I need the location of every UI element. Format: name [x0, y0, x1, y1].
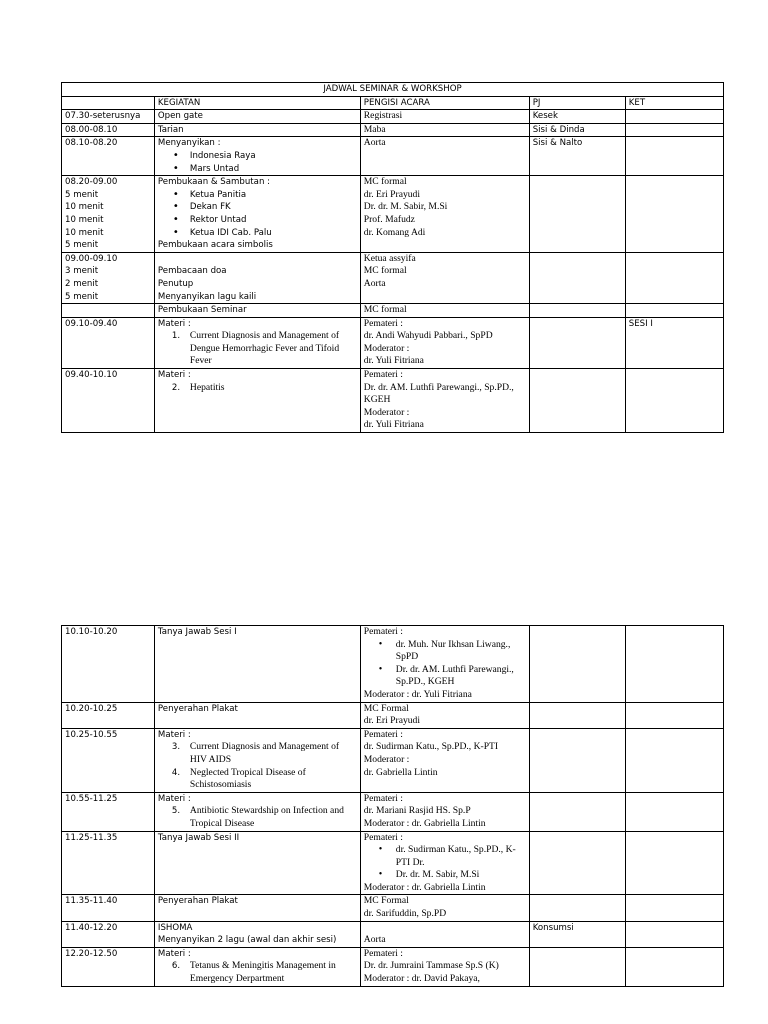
pengisi-text — [364, 922, 526, 935]
pengisi-acara-cell — [360, 728, 529, 792]
time-text: 11.25-11.35 — [65, 832, 118, 843]
pengisi-acara-cell — [360, 895, 529, 921]
time-text: 10.55-11.25 — [65, 793, 118, 804]
schedule-row — [62, 252, 724, 303]
topic-title: Hepatitis — [189, 381, 225, 393]
activity-cell — [154, 921, 360, 947]
pengisi-text: dr. Yuli Fitriana — [363, 419, 424, 431]
pengisi-acara-cell — [360, 176, 529, 253]
pengisi-text: Moderator : dr. David Pakaya, — [363, 973, 480, 985]
pengisi-text: Pemateri : — [363, 369, 403, 381]
time-text: 08.10-08.20 — [65, 138, 118, 149]
speaker-item: • dr. Muh. Nur Ikhsan Liwang., SpPD — [396, 639, 526, 664]
topic-number: 5. — [171, 806, 181, 817]
pengisi-text: dr. Mariani Rasjid HS. Sp.P — [363, 805, 471, 817]
topic-item — [171, 805, 357, 830]
activity-numbered-list — [158, 805, 357, 830]
activity-cell — [154, 317, 360, 368]
pengisi-text: dr. Yuli Fitriana — [363, 355, 424, 367]
activity-cell — [154, 369, 360, 433]
title-row — [62, 83, 724, 97]
pj-text: Sisi & Dinda — [532, 124, 585, 135]
pengisi-acara-cell — [360, 626, 529, 703]
pengisi-text: Moderator : — [363, 406, 410, 418]
time-text: 2 menit — [65, 278, 99, 289]
schedule-row — [62, 792, 724, 831]
time-text: 5 menit — [65, 291, 99, 302]
activity-cell — [154, 947, 360, 986]
activity-cell — [154, 304, 360, 318]
time-text: 09.10-09.40 — [65, 318, 118, 329]
activity-cell — [154, 895, 360, 921]
time-cell — [62, 895, 155, 921]
schedule-row — [62, 110, 724, 124]
ket-cell — [625, 921, 723, 947]
activity-cell — [154, 626, 360, 703]
pengisi-acara-cell — [360, 792, 529, 831]
schedule-body-1 — [62, 83, 724, 433]
time-text: 10.25-10.55 — [65, 729, 118, 740]
activity-cell — [154, 110, 360, 124]
pj-text: Sisi & Nalto — [532, 138, 583, 149]
pengisi-text: Moderator : — [363, 753, 410, 765]
pj-cell — [529, 728, 625, 792]
pengisi-acara-cell — [360, 317, 529, 368]
pj-cell — [529, 110, 625, 124]
schedule-row — [62, 317, 724, 368]
pengisi-text: Moderator : dr. Gabriella Lintin — [363, 817, 486, 829]
topic-number: 4. — [171, 767, 181, 778]
time-cell — [62, 831, 155, 895]
pengisi-text: Pemateri : — [363, 792, 403, 804]
header-pj: PJ — [529, 96, 625, 110]
time-cell — [62, 728, 155, 792]
pengisi-heading: Pemateri : — [363, 626, 403, 637]
activity-bullet-list — [158, 189, 357, 239]
time-text: 11.40-12.20 — [65, 922, 118, 933]
pj-cell — [529, 947, 625, 986]
header-kegiatan: KEGIATAN — [154, 96, 360, 110]
pj-cell — [529, 921, 625, 947]
activity-cell — [154, 831, 360, 895]
pj-cell — [529, 369, 625, 433]
schedule-row — [62, 702, 724, 728]
activity-text: Tanya Jawab Sesi I — [157, 627, 237, 637]
activity-heading: Materi : — [157, 948, 191, 959]
topic-item — [171, 960, 357, 985]
activity-heading: Materi : — [157, 793, 191, 804]
schedule-row — [62, 626, 724, 703]
topic-title: Current Diagnosis and Management of Dengue Hemorrhagic Fever and Tifoid Fever — [189, 330, 340, 367]
pengisi-text: Moderator : — [363, 342, 410, 354]
activity-text: ISHOMA — [157, 922, 193, 933]
activity-heading: Materi : — [157, 370, 191, 381]
pengisi-acara-cell — [360, 252, 529, 303]
page-title: JADWAL SEMINAR & WORKSHOP — [62, 83, 724, 97]
pengisi-acara-cell — [360, 831, 529, 895]
ket-cell — [625, 252, 723, 303]
ket-cell — [625, 831, 723, 895]
pengisi-text: Aorta — [363, 137, 386, 149]
activity-text: Penyerahan Plakat — [157, 896, 238, 907]
speaker-bullet-list — [364, 639, 526, 689]
pengisi-acara-cell — [360, 947, 529, 986]
activity-heading: Materi : — [157, 729, 191, 740]
pj-cell — [529, 626, 625, 703]
pengisi-acara-cell — [360, 304, 529, 318]
pengisi-text: Pemateri : — [363, 728, 403, 740]
pengisi-text: dr. Eri Prayudi — [363, 188, 421, 200]
time-text: 09.40-10.10 — [65, 370, 118, 381]
activity-text: Tarian — [157, 124, 184, 135]
time-cell — [62, 947, 155, 986]
time-text: 5 menit — [65, 240, 99, 251]
time-text: 10 menit — [65, 214, 104, 225]
pengisi-text: dr. Sarifuddin, Sp.PD — [363, 908, 447, 920]
time-text: 08.00-08.10 — [65, 124, 118, 135]
time-cell — [62, 304, 155, 318]
header-ket: KET — [625, 96, 723, 110]
schedule-row — [62, 831, 724, 895]
pj-cell — [529, 176, 625, 253]
schedule-row — [62, 304, 724, 318]
time-text: 10.20-10.25 — [65, 703, 118, 714]
activity-bullet-list — [158, 150, 357, 175]
activity-cell — [154, 252, 360, 303]
activity-bullet-item: • Ketua Panitia — [190, 189, 357, 202]
speaker-bullet-list — [364, 844, 526, 882]
activity-bullet-item: • Ketua IDI Cab. Palu — [190, 227, 357, 240]
pj-cell — [529, 304, 625, 318]
time-text: 10.10-10.20 — [65, 627, 118, 637]
time-text: 5 menit — [65, 189, 99, 200]
pengisi-acara-cell — [360, 702, 529, 728]
time-text: 12.20-12.50 — [65, 948, 118, 959]
activity-numbered-list — [158, 330, 357, 368]
schedule-row — [62, 137, 724, 176]
ket-cell — [625, 947, 723, 986]
time-text: 10 menit — [65, 202, 104, 213]
schedule-row — [62, 176, 724, 253]
pengisi-text: Pemateri : — [363, 947, 403, 959]
ket-cell — [625, 304, 723, 318]
activity-numbered-list — [158, 960, 357, 985]
pengisi-text: Aorta — [363, 934, 386, 946]
time-cell — [62, 317, 155, 368]
schedule-row — [62, 123, 724, 137]
topic-title: Neglected Tropical Disease of Schistosomiasis — [189, 766, 306, 791]
time-text: 3 menit — [65, 266, 99, 277]
activity-text: Pembukaan Seminar — [157, 305, 247, 316]
activity-text: Penyerahan Plakat — [157, 703, 238, 714]
ket-cell — [625, 317, 723, 368]
time-text: 11.35-11.40 — [65, 896, 118, 907]
speaker-item: • Dr. dr. AM. Luthfi Parewangi., Sp.PD., KGEH — [396, 664, 526, 689]
time-cell — [62, 137, 155, 176]
pj-cell — [529, 252, 625, 303]
ket-text: SESI I — [628, 318, 653, 329]
activity-heading: Materi : — [157, 318, 191, 329]
schedule-row — [62, 728, 724, 792]
schedule-row — [62, 895, 724, 921]
moderator-text: Moderator : dr. Yuli Fitriana — [363, 688, 472, 700]
ket-cell — [625, 123, 723, 137]
activity-heading: Menyanyikan : — [157, 138, 221, 149]
ket-cell — [625, 792, 723, 831]
topic-item — [171, 330, 357, 368]
activity-text — [158, 253, 357, 266]
pengisi-text: dr. Sudirman Katu., Sp.PD., K-PTI — [363, 741, 499, 753]
speaker-item: • dr. Sudirman Katu., Sp.PD., K-PTI Dr. — [396, 844, 526, 869]
topic-number: 1. — [171, 331, 181, 342]
activity-text: Tanya Jawab Sesi II — [157, 832, 240, 843]
activity-text: Pembacaan doa — [157, 266, 227, 277]
pj-cell — [529, 895, 625, 921]
activity-cell — [154, 137, 360, 176]
header-row — [62, 96, 724, 110]
topic-title: Antibiotic Stewardship on Infection and Tropical Disease — [189, 805, 344, 829]
topic-number: 3. — [171, 742, 181, 753]
moderator-text: Moderator : dr. Gabriella Lintin — [363, 881, 486, 893]
pengisi-acara-cell — [360, 123, 529, 137]
activity-cell — [154, 176, 360, 253]
activity-text: Menyanyikan lagu kaili — [157, 291, 257, 302]
schedule-body-2 — [62, 626, 724, 987]
pj-cell — [529, 702, 625, 728]
activity-cell — [154, 123, 360, 137]
time-text: 07.30-seterusnya — [65, 111, 141, 122]
pj-cell — [529, 123, 625, 137]
time-text: 08.20-09.00 — [65, 177, 118, 188]
pj-cell — [529, 792, 625, 831]
pengisi-text: Aorta — [363, 277, 386, 289]
topic-number: 2. — [171, 382, 181, 393]
ket-cell — [625, 137, 723, 176]
time-cell — [62, 252, 155, 303]
pengisi-acara-cell — [360, 110, 529, 124]
activity-bullet-item: • Indonesia Raya — [190, 150, 357, 163]
time-text: 10 menit — [65, 227, 104, 238]
pengisi-text: MC Formal — [363, 895, 409, 907]
schedule-table-2 — [61, 625, 724, 987]
topic-title: Current Diagnosis and Management of HIV AIDS — [189, 741, 340, 765]
topic-number: 6. — [171, 961, 181, 972]
activity-cell — [154, 728, 360, 792]
activity-text: Menyanyikan 2 lagu (awal dan akhir sesi) — [157, 935, 337, 946]
activity-text: Penutup — [157, 278, 194, 289]
pengisi-acara-cell — [360, 369, 529, 433]
ket-cell — [625, 176, 723, 253]
ket-cell — [625, 369, 723, 433]
topic-item — [171, 766, 357, 792]
speaker-item: • Dr. dr. M. Sabir, M.Si — [396, 869, 526, 882]
ket-cell — [625, 895, 723, 921]
pengisi-text: MC Formal — [363, 702, 409, 714]
schedule-table-1 — [61, 82, 724, 433]
activity-numbered-list — [158, 741, 357, 791]
pengisi-text: Maba — [363, 123, 386, 135]
time-text: 09.00-09.10 — [65, 253, 118, 264]
pengisi-text: Dr. dr. M. Sabir, M.Si — [363, 201, 448, 213]
pengisi-acara-cell — [360, 137, 529, 176]
pj-cell — [529, 831, 625, 895]
pengisi-text: Pemateri : — [363, 317, 403, 329]
ket-cell — [625, 110, 723, 124]
time-cell — [62, 369, 155, 433]
time-cell — [62, 626, 155, 703]
pj-cell — [529, 137, 625, 176]
pengisi-text: MC formal — [363, 304, 407, 316]
pj-cell — [529, 317, 625, 368]
pengisi-text: MC formal — [363, 265, 407, 277]
time-cell — [62, 176, 155, 253]
schedule-row — [62, 369, 724, 433]
pengisi-text: Dr. dr. AM. Luthfi Parewangi., Sp.PD., KGEH — [363, 381, 514, 406]
time-cell — [62, 702, 155, 728]
activity-bullet-item: • Mars Untad — [190, 163, 357, 176]
activity-cell — [154, 792, 360, 831]
pengisi-text: dr. Komang Adi — [363, 226, 426, 238]
schedule-row — [62, 947, 724, 986]
pj-text: Kesek — [532, 111, 558, 122]
topic-item — [171, 741, 357, 766]
header-time — [62, 96, 155, 110]
pengisi-heading: Pemateri : — [363, 831, 403, 843]
pengisi-text: dr. Eri Prayudi — [363, 715, 421, 727]
pengisi-acara-cell — [360, 921, 529, 947]
pengisi-text: Registrasi — [363, 110, 403, 122]
activity-text: Pembukaan acara simbolis — [157, 240, 273, 251]
pengisi-text: Prof. Mafudz — [363, 213, 415, 225]
activity-numbered-list — [158, 382, 357, 395]
ket-cell — [625, 626, 723, 703]
activity-heading: Pembukaan & Sambutan : — [157, 177, 271, 188]
time-cell — [62, 110, 155, 124]
ket-cell — [625, 702, 723, 728]
pengisi-text: dr. Andi Wahyudi Pabbari., SpPD — [363, 330, 493, 342]
pengisi-text: Dr. dr. Jumraini Tammase Sp.S (K) — [363, 960, 499, 972]
time-cell — [62, 792, 155, 831]
activity-bullet-item: • Rektor Untad — [190, 214, 357, 227]
pj-text: Konsumsi — [532, 922, 574, 933]
topic-item — [171, 381, 357, 395]
activity-cell — [154, 702, 360, 728]
activity-bullet-item: • Dekan FK — [190, 201, 357, 214]
schedule-row — [62, 921, 724, 947]
header-pengisi-acara: PENGISI ACARA — [360, 96, 529, 110]
topic-title: Tetanus & Meningitis Management in Emergency Derpartment — [189, 960, 336, 985]
pengisi-text: dr. Gabriella Lintin — [363, 766, 438, 778]
pengisi-text: MC formal — [363, 176, 407, 188]
time-cell — [62, 123, 155, 137]
ket-cell — [625, 728, 723, 792]
time-cell — [62, 921, 155, 947]
pengisi-text: Ketua assyifa — [363, 252, 416, 264]
activity-text: Open gate — [157, 111, 203, 122]
